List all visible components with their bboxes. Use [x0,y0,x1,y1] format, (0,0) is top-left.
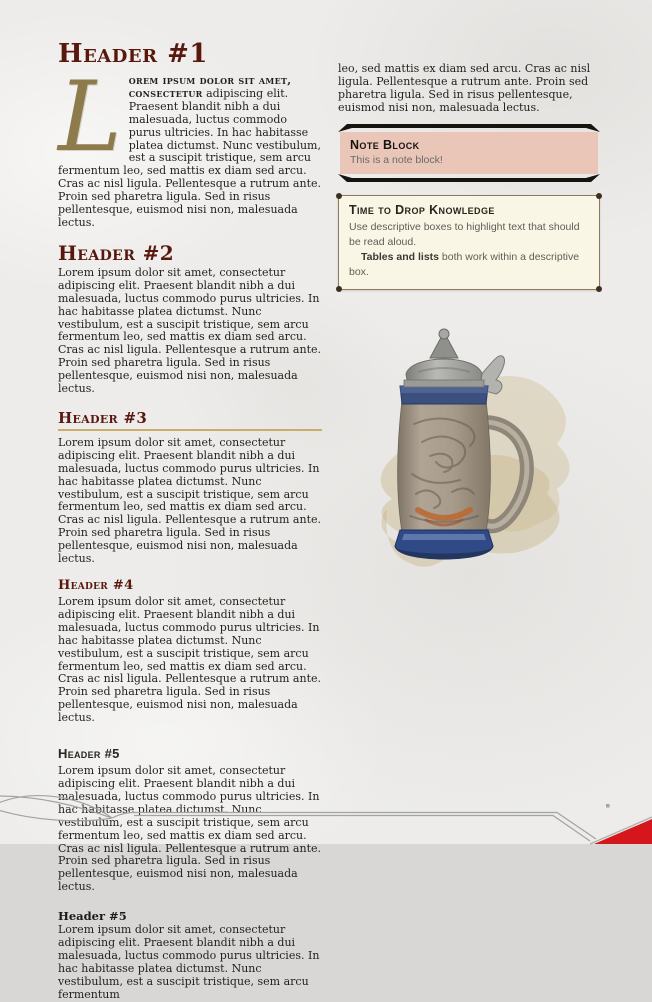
footer-leaf-flourish [0,796,112,821]
beer-stein-svg [352,324,582,586]
left-column [58,40,322,1002]
section-header-1: Header #1 [58,39,208,69]
descriptive-box-title: Time to Drop Knowledge [349,202,495,217]
paragraph-text: adipiscing elit. Praesent blandit nibh a dui malesuada, luctus commodo purus ultricies. In hac habitasse platea dictumst. Nunc vestibulum, est a suscipit tristique, sem arcu fermentum leo, sed mattis ex diam sed arcu. Cras ac nisl ligula. Pellentesque a rutrum ante. Proin sed pharetra ligula. Sed in risus pellentesque, euismod nisi non, malesuada lectus. [58,86,321,229]
footer-rule [112,813,596,842]
paragraph-continuation: leo, sed mattis ex diam sed arcu. Cras ac nisl ligula. Pellentesque a rutrum ante. Proin sed pharetra ligula. Sed in risus pellentesque, euismod nisi non, malesuada lectus. [338,62,591,114]
section-header-3: Header #3 [58,409,322,431]
note-text: This is a note block! [350,153,443,166]
stein-base [395,530,493,560]
note-top-bar-ornament [338,124,600,132]
paragraph: Lorem ipsum dolor sit amet, consectetur adipiscing elit. Praesent blandit nibh a dui malesuada, luctus commodo purus ultricies. In hac habitasse platea dictumst. Nunc vestibulum, est a suscipit tristique, sem arcu fermentum leo, sed mattis ex diam sed arcu. Cras ac nisl ligula. Pellentesque a rutrum ante. Proin sed pharetra ligula. Sed in risus pellentesque, euismod nisi non, malesuada lectus. [58,764,321,894]
note-bottom-bar-ornament [338,174,600,182]
page-corner-triangle [594,819,652,844]
paragraph: Lorem ipsum dolor sit amet, consectetur adipiscing elit. Praesent blandit nibh a dui malesuada, luctus commodo purus ultricies. In hac habitasse platea dictumst. Nunc vestibulum, est a suscipit tristique, sem arcu fermentum leo, sed mattis ex diam sed arcu. Cras ac nisl ligula. Pellentesque a rutrum ante. Proin sed pharetra ligula. Sed in risus pellentesque, euismod nisi non, malesuada lectus. [58,435,321,566]
note-block [338,124,600,182]
descriptive-box [338,195,600,290]
beer-stein-illustration [352,324,600,590]
paragraph-dropcap [58,61,322,230]
drop-cap-letter: L [58,61,122,173]
descriptive-box-bold-lead: Tables and lists [361,250,439,263]
descriptive-box-line2 [349,250,589,280]
right-column [338,40,600,1002]
section-header-4: Header #4 [58,578,134,593]
note-title: Note Block [350,137,420,152]
footer-ornament [0,784,652,844]
section-header-6: Header #5 [58,909,127,924]
paragraph: Lorem ipsum dolor sit amet, consectetur adipiscing elit. Praesent blandit nibh a dui malesuada, luctus commodo purus ultricies. In hac habitasse platea dictumst. Nunc vestibulum, est a suscipit tristique, sem arcu fermentum leo, sed mattis ex diam sed arcu. Cras ac nisl ligula. Pellentesque a rutrum ante. Proin sed pharetra ligula. Sed in risus pellentesque, euismod nisi non, malesuada lectus. [58,595,321,725]
note-body [340,132,598,174]
paragraph-truncated: Lorem ipsum dolor sit amet, consectetur adipiscing elit. Praesent blandit nibh a dui malesuada, luctus commodo purus ultricies. In hac habitasse platea dictumst. Nunc vestibulum, est a suscipit tristique, sem arcu fermentum [58,923,320,1001]
descriptive-box-line2-rest: both work within a descriptive box. [349,250,580,278]
corner-dot-icon [336,286,342,292]
section-header-2: Header #2 [58,240,175,265]
paragraph: Lorem ipsum dolor sit amet, consectetur adipiscing elit. Praesent blandit nibh a dui malesuada, luctus commodo purus ultricies. In hac habitasse platea dictumst. Nunc vestibulum, est a suscipit tristique, sem arcu fermentum leo, sed mattis ex diam sed arcu. Cras ac nisl ligula. Pellentesque a rutrum ante. Proin sed pharetra ligula. Sed in risus pellentesque, euismod nisi non, malesuada lectus. [58,265,321,396]
descriptive-box-line1: Use descriptive boxes to highlight text that should be read aloud. [349,220,580,248]
footer-square-dot [606,804,610,808]
lead-small-caps: orem ipsum dolor sit amet, consectetur [128,74,292,100]
section-header-5: Header #5 [58,746,120,762]
corner-dot-icon [596,193,602,199]
corner-dot-icon [336,193,342,199]
stein-lid [404,329,484,387]
corner-dot-icon [596,286,602,292]
